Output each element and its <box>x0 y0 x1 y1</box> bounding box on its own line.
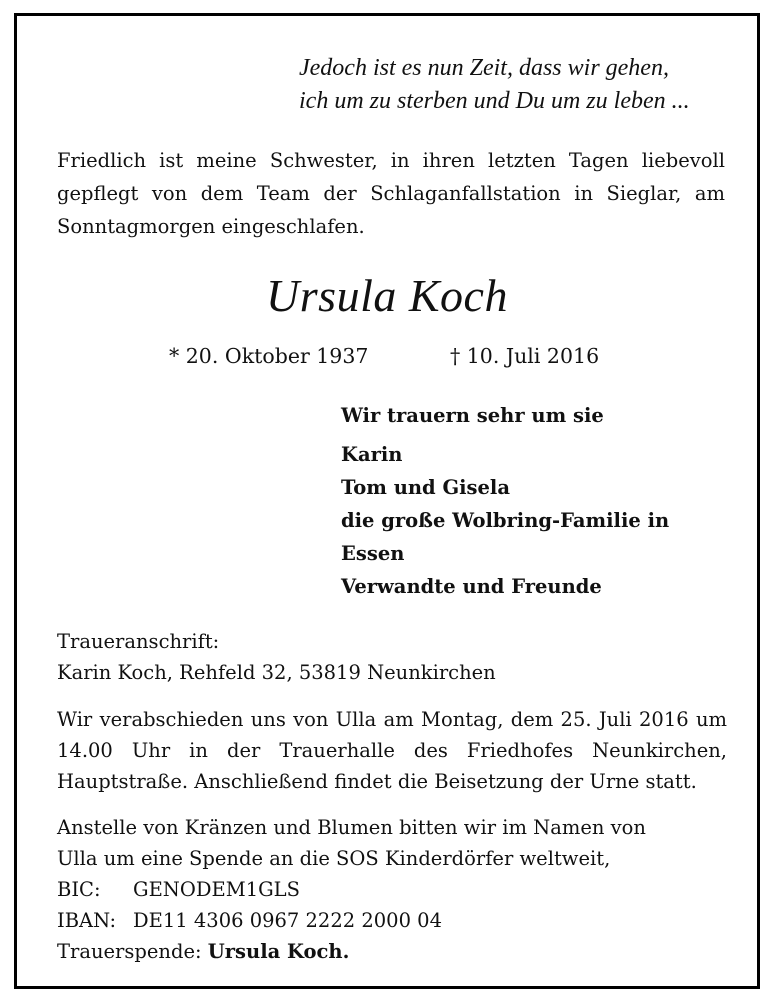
death-date: † 10. Juli 2016 <box>450 344 600 368</box>
intro-paragraph: Friedlich ist meine Schwester, in ihren letzten Tagen liebevoll gepflegt von dem Team der Schlaganfallstation in Sieglar, am Sonntagmorgen eingeschlafen. <box>57 149 725 238</box>
poem-line-2: ich um zu sterben und Du um zu leben ... <box>299 88 690 114</box>
bic-label: BIC: <box>57 878 101 901</box>
purpose-value: Ursula Koch. <box>207 940 350 963</box>
address-line: Karin Koch, Rehfeld 32, 53819 Neunkirchen <box>57 661 496 684</box>
address-block <box>57 626 727 688</box>
mourner-line: Karin <box>341 443 403 466</box>
bic-value: GENODEM1GLS <box>133 878 300 901</box>
purpose-label: Trauerspende: <box>57 940 202 963</box>
donation-line-1: Anstelle von Kränzen und Blumen bitten wir im Namen von <box>57 816 646 839</box>
poem-line-1: Jedoch ist es nun Zeit, dass wir gehen, <box>299 55 669 81</box>
mourner-line: die große Wolbring-Familie in <box>341 509 670 532</box>
mourner-line: Tom und Gisela <box>341 476 510 499</box>
birth-date: * 20. Oktober 1937 <box>169 344 369 368</box>
mourners-heading: Wir trauern sehr um sie <box>341 404 604 427</box>
purpose-row <box>57 936 727 967</box>
mourners-block <box>341 400 669 603</box>
iban-value: DE11 4306 0967 2222 2000 04 <box>133 909 442 932</box>
poem-quote <box>299 52 739 118</box>
iban-label: IBAN: <box>57 909 117 932</box>
mourner-line: Essen <box>341 542 405 565</box>
bic-row <box>57 874 727 905</box>
address-label: Traueranschrift: <box>57 630 220 653</box>
donation-line-2: Ulla um eine Spende an die SOS Kinderdörfer weltweit, <box>57 847 611 870</box>
mourner-line: Verwandte und Freunde <box>341 575 602 598</box>
obituary-frame <box>14 13 760 989</box>
service-paragraph: Wir verabschieden uns von Ulla am Montag, dem 25. Juli 2016 um 14.00 Uhr in der Trauerhalle des Friedhofes Neunkirchen, Hauptstraße. Anschließend findet die Beisetzung der Urne statt. <box>57 708 727 793</box>
deceased-name: Ursula Koch <box>266 270 508 321</box>
donation-block <box>57 812 727 967</box>
iban-row <box>57 905 727 936</box>
